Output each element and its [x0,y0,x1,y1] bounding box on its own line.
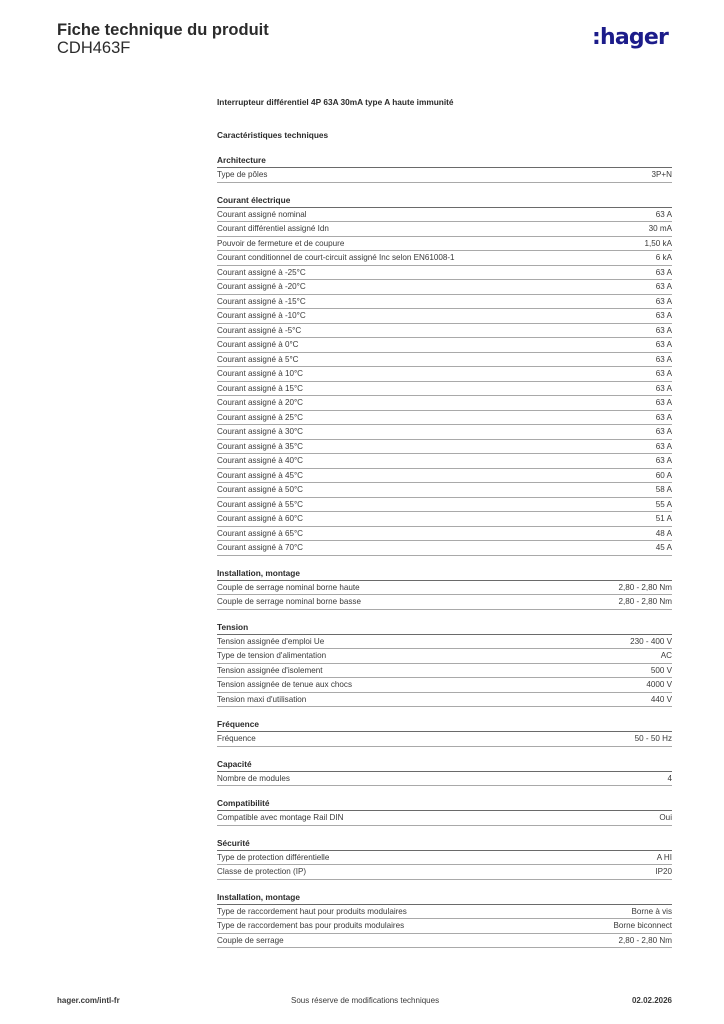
spec-value: 63 A [655,296,672,306]
footer-date: 02.02.2026 [631,996,672,1005]
spec-value: 48 A [655,528,672,538]
spec-section [217,838,672,880]
product-description: Interrupteur différentiel 4P 63A 30mA type A haute immunité [217,97,454,107]
spec-value: 230 - 400 V [630,636,672,646]
spec-label: Courant assigné à -20°C [217,282,306,291]
spec-row [217,309,672,324]
spec-label: Courant assigné nominal [217,209,307,219]
spec-value: 60 A [655,470,672,480]
section-title: Fréquence [217,719,672,732]
section-title: Installation, montage [217,568,672,581]
spec-value: 63 A [655,311,672,320]
spec-value: 63 A [655,412,672,422]
spec-value: 2,80 - 2,80 Nm [618,935,672,945]
spec-label: Type de raccordement bas pour produits modulaires [217,921,405,930]
spec-row [217,664,672,679]
spec-row [217,581,672,596]
spec-value: 63 A [655,354,672,364]
spec-label: Courant assigné à 25°C [217,412,304,422]
spec-label: Type de tension d'alimentation [217,651,327,660]
section-title: Tension [217,622,672,635]
spec-value: 500 V [650,665,672,675]
spec-row [217,693,672,708]
spec-row [217,595,672,610]
datasheet-body [217,95,672,960]
spec-row [217,382,672,397]
spec-value: 1,50 kA [644,238,672,248]
spec-label: Courant assigné à 15°C [217,383,304,393]
spec-row [217,338,672,353]
spec-row [217,353,672,368]
spec-label: Nombre de modules [217,773,290,783]
spec-sections [217,155,672,948]
spec-value: AC [660,651,672,660]
spec-label: Courant différentiel assigné Idn [217,224,329,233]
spec-row [217,934,672,949]
spec-label: Courant assigné à 35°C [217,441,304,451]
spec-row [217,678,672,693]
spec-section [217,719,672,747]
spec-row [217,367,672,382]
spec-row [217,396,672,411]
spec-row [217,454,672,469]
spec-row [217,851,672,866]
section-title: Installation, montage [217,892,672,905]
spec-row [217,498,672,513]
spec-label: Type de pôles [217,170,268,179]
spec-section [217,759,672,787]
spec-value: 63 A [655,456,672,465]
spec-label: Tension assignée d'isolement [217,665,323,675]
spec-section [217,155,672,183]
spec-row [217,266,672,281]
section-title: Compatibilité [217,798,672,811]
spec-label: Type de protection différentielle [217,852,330,862]
spec-section [217,798,672,826]
product-code: CDH463F [57,39,131,57]
spec-label: Courant assigné à 30°C [217,427,304,436]
spec-value: 55 A [655,499,672,509]
spec-value: 63 A [655,427,672,436]
spec-row [217,324,672,339]
spec-value: 63 A [655,340,672,349]
spec-row [217,483,672,498]
spec-row [217,425,672,440]
spec-label: Courant assigné à -15°C [217,296,306,306]
footer-website: hager.com/intl-fr [57,996,120,1005]
spec-section [217,195,672,556]
spec-value: Borne biconnect [613,921,672,930]
spec-label: Fréquence [217,734,256,743]
spec-label: Tension maxi d'utilisation [217,694,307,704]
spec-value: 63 A [655,441,672,451]
spec-row [217,222,672,237]
spec-label: Courant assigné à 55°C [217,499,304,509]
spec-value: A HI [656,852,672,862]
spec-label: Couple de serrage [217,935,284,945]
spec-value: 4000 V [646,680,672,689]
spec-label: Courant assigné à 50°C [217,485,304,494]
spec-value: 63 A [655,398,672,407]
section-title: Capacité [217,759,672,772]
spec-label: Courant assigné à 5°C [217,354,299,364]
spec-label: Tension assignée d'emploi Ue [217,636,325,646]
spec-label: Courant assigné à 0°C [217,340,299,349]
spec-row [217,772,672,787]
spec-value: 63 A [655,282,672,291]
spec-label: Courant assigné à -5°C [217,325,302,335]
spec-label: Courant assigné à 20°C [217,398,304,407]
section-title: Courant électrique [217,195,672,208]
spec-value: 50 - 50 Hz [634,734,672,743]
spec-value: 6 kA [655,253,672,262]
spec-row [217,295,672,310]
spec-value: 63 A [655,369,672,378]
spec-row [217,811,672,826]
spec-label: Tension assignée de tenue aux chocs [217,680,352,689]
page-title: Fiche technique du produit [57,21,269,39]
spec-row [217,541,672,556]
spec-value: 63 A [655,209,672,219]
spec-value: 30 mA [648,224,672,233]
footer-notice: Sous réserve de modifications techniques [291,996,440,1005]
spec-value: 2,80 - 2,80 Nm [618,597,672,606]
spec-value: Oui [659,813,672,822]
spec-value: 63 A [655,267,672,277]
spec-row [217,649,672,664]
spec-section [217,622,672,708]
section-title: Architecture [217,155,672,168]
spec-label: Courant assigné à 65°C [217,528,304,538]
spec-label: Compatible avec montage Rail DIN [217,813,344,822]
page-footer [57,996,672,1010]
spec-row [217,411,672,426]
spec-label: Courant assigné à 10°C [217,369,304,378]
spec-value: IP20 [655,867,672,876]
spec-label: Courant assigné à 60°C [217,514,304,523]
spec-row [217,251,672,266]
spec-value: 51 A [655,514,672,523]
spec-label: Couple de serrage nominal borne basse [217,597,361,606]
spec-label: Couple de serrage nominal borne haute [217,582,360,592]
spec-label: Courant assigné à -10°C [217,311,306,320]
spec-section [217,568,672,610]
section-title: Sécurité [217,838,672,851]
spec-row [217,919,672,934]
spec-row [217,168,672,183]
spec-label: Type de raccordement haut pour produits modulaires [217,906,407,916]
spec-value: Borne à vis [631,906,672,916]
spec-value: 58 A [655,485,672,494]
spec-value: 3P+N [651,170,672,179]
spec-value: 63 A [655,383,672,393]
spec-label: Courant conditionnel de court-circuit assigné Inc selon EN61008-1 [217,253,455,262]
spec-label: Classe de protection (IP) [217,867,307,876]
spec-section [217,892,672,949]
spec-label: Pouvoir de fermeture et de coupure [217,238,345,248]
spec-row [217,237,672,252]
spec-row [217,732,672,747]
spec-row [217,440,672,455]
spec-value: 4 [667,773,672,783]
spec-value: 63 A [655,325,672,335]
spec-label: Courant assigné à 70°C [217,543,304,552]
spec-value: 440 V [650,694,672,704]
hager-logo: :hager [592,25,669,50]
spec-row [217,635,672,650]
spec-value: 2,80 - 2,80 Nm [618,582,672,592]
spec-label: Courant assigné à 45°C [217,470,304,480]
spec-row [217,280,672,295]
spec-row [217,865,672,880]
specs-heading: Caractéristiques techniques [217,130,329,140]
spec-value: 45 A [655,543,672,552]
spec-row [217,469,672,484]
spec-row [217,208,672,223]
spec-label: Courant assigné à -25°C [217,267,306,277]
spec-label: Courant assigné à 40°C [217,456,304,465]
spec-row [217,512,672,527]
spec-row [217,527,672,542]
spec-row [217,905,672,920]
